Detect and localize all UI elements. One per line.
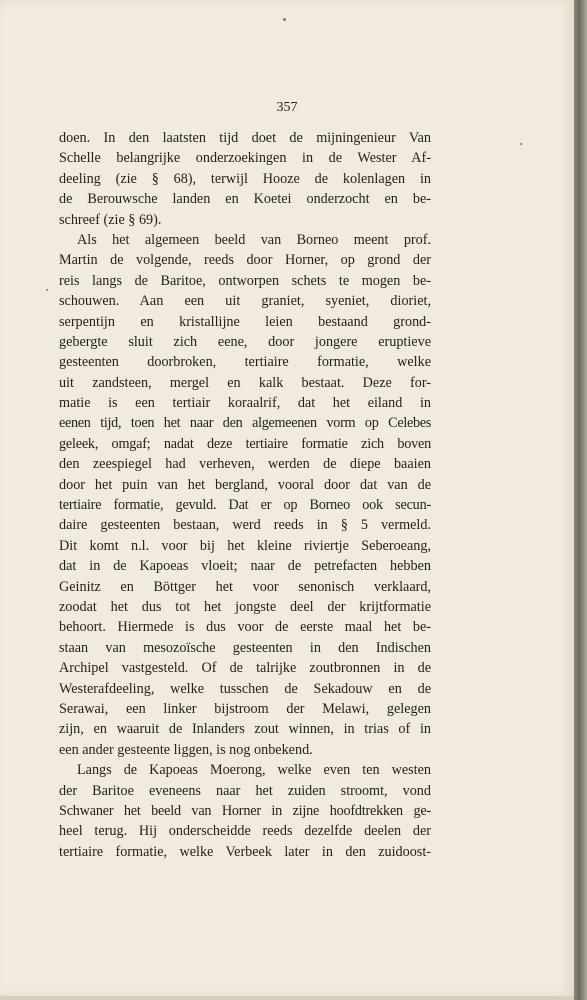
text-line: Langs de Kapoeas Moerong, welke even ten westen (77, 762, 431, 779)
text-line: dat in de Kapoeas vloeit; naar de petrefacten hebben (59, 558, 431, 575)
text-line: Westerafdeeling, welke tusschen de Sekadouw en de (59, 680, 431, 697)
text-line: Schwaner het beeld van Horner in zijne hoofdtrekken ge- (59, 802, 431, 819)
paragraph-1 (59, 128, 431, 230)
text-line: tertiaire formatie, gevuld. Dat er op Borneo ook secun- (59, 497, 431, 514)
paper-speck (283, 18, 286, 21)
text-line: uit zandsteen, mergel en kalk bestaat. Deze for- (59, 374, 431, 391)
text-line: Geinitz en Böttger het voor senonisch verklaard, (59, 578, 431, 595)
text-line: behoort. Hiermede is dus voor de eerste maal het be- (59, 619, 431, 636)
text-line: serpentijn en kristallijne leien bestaand grond- (59, 313, 431, 330)
text-line: reis langs de Baritoe, ontworpen schets te mogen be- (59, 272, 431, 289)
paper-speck (46, 289, 48, 291)
paragraph-2 (59, 230, 431, 760)
text-line: zijn, en waaruit de Inlanders zout winnen, in trias of in (59, 721, 431, 738)
text-line: eenen tijd, toen het naar den algemeenen vorm op Celebes (59, 415, 431, 432)
text-line: doen. In den laatsten tijd doet de mijningenieur Van (59, 130, 431, 146)
text-line: schouwen. Aan een uit graniet, syeniet, dioriet, (59, 293, 431, 310)
body-text (59, 128, 431, 862)
text-line: de Berouwsche landen en Koetei onderzocht en be- (59, 191, 431, 208)
text-line: der Baritoe eveneens naar het zuiden stroomt, vond (59, 782, 431, 799)
text-line: heel terug. Hij onderscheidde reeds dezelfde deelen der (59, 823, 431, 840)
text-line: gesteenten doorbroken, tertiaire formatie, welke (59, 354, 431, 371)
paragraph-3 (59, 760, 431, 862)
text-line: geleek, omgaf; nadat deze tertiaire formatie zich boven (59, 435, 431, 452)
text-line: door het puin van het bergland, vooral door dat van de (59, 476, 431, 493)
text-line: matie is een tertiair koraalrif, dat het eiland in (59, 395, 431, 412)
page-edge-shadow (574, 0, 587, 1000)
text-line: daire gesteenten bestaan, werd reeds in § 5 vermeld. (59, 517, 431, 534)
text-line: Als het algemeen beeld van Borneo meent prof. (77, 231, 431, 248)
page-number: 357 (276, 100, 298, 115)
text-line: den zeespiegel had verheven, werden de diepe baaien (59, 456, 431, 473)
text-line: een ander gesteente liggen, is nog onbekend. (59, 741, 313, 758)
paper-speck (520, 143, 522, 145)
text-line: Schelle belangrijke onderzoekingen in de Wester Af- (59, 150, 431, 167)
text-line: staan van mesozoïsche gesteenten in den Indischen (59, 639, 431, 656)
text-line: Martin de volgende, reeds door Horner, op grond der (59, 252, 431, 269)
text-line: Archipel vastgesteld. Of de talrijke zoutbronnen in de (59, 660, 431, 677)
text-line: Dit komt n.l. voor bij het kleine riviertje Seberoeang, (59, 537, 431, 554)
text-line: schreef (zie § 69). (59, 211, 162, 228)
text-line: tertiaire formatie, welke Verbeek later in den zuidoost- (59, 843, 431, 860)
text-line: gebergte sluit zich eene, door jongere eruptieve (59, 333, 431, 350)
text-line: deeling (zie § 68), terwijl Hooze de kolenlagen in (59, 170, 431, 187)
text-line: zoodat het dus tot het jongste deel der krijtformatie (59, 598, 431, 615)
text-line: Serawai, een linker bijstroom der Melawi, gelegen (59, 700, 431, 717)
